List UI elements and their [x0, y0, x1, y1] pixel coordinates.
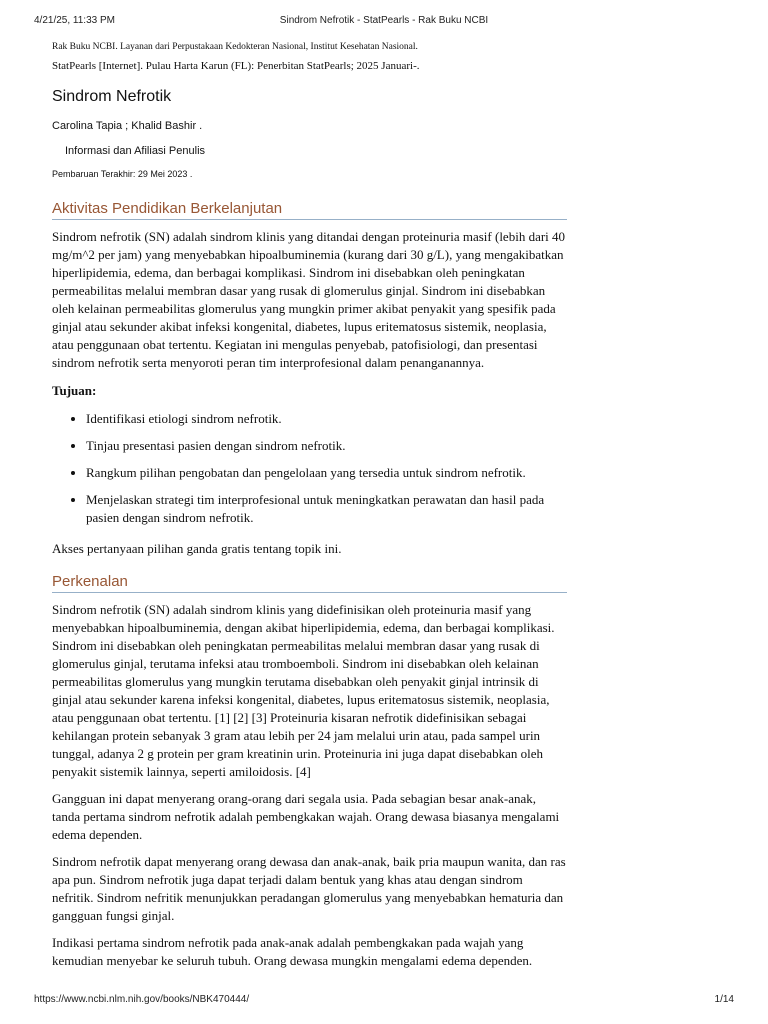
list-item: • Identifikasi etiologi sindrom nefrotik.: [86, 410, 567, 428]
list-item: • Rangkum pilihan pengobatan dan pengelolaan yang tersedia untuk sindrom nefrotik.: [86, 464, 567, 482]
goals-heading: Tujuan:: [52, 383, 97, 398]
author-info-link[interactable]: Informasi dan Afiliasi Penulis: [65, 145, 206, 157]
article: [52, 40, 567, 970]
print-footer: [34, 994, 734, 1010]
goals-list: [52, 410, 567, 527]
print-datetime: 4/21/25, 11:33 PM: [34, 15, 115, 26]
print-page-title: Sindrom Nefrotik - StatPearls - Rak Buku NCBI: [279, 15, 489, 26]
list-item: • Tinjau presentasi pasien dengan sindrom nefrotik.: [86, 437, 567, 455]
intro-paragraph: Sindrom nefrotik dapat menyerang orang dewasa dan anak-anak, baik pria maupun wanita, dan ras apa pun. Sindrom nefrotik juga dapat terjadi dalam bentuk yang khas atau dengan sindrom nefritik. Sindrom nefritik menunjukkan peradangan glomerulus yang menyebabkan hematuria dan gangguan fungsi ginjal.: [52, 854, 566, 923]
ncbi-bookshelf-line: Rak Buku NCBI. Layanan dari Perpustakaan Kedokteran Nasional, Institut Kesehatan Nasional.: [52, 42, 418, 52]
page-number: 1/14: [714, 994, 734, 1005]
citation: StatPearls [Internet]. Pulau Harta Karun (FL): Penerbitan StatPearls; 2025 Januari-.: [52, 60, 420, 72]
last-update: Pembaruan Terakhir: 29 Mei 2023 .: [52, 169, 193, 179]
access-questions-link[interactable]: Akses pertanyaan pilihan ganda gratis tentang topik ini.: [52, 541, 342, 556]
intro-paragraph: Gangguan ini dapat menyerang orang-orang dari segala usia. Pada sebagian besar anak-anak, tanda pertama sindrom nefrotik adalah pembengkakan wajah. Orang dewasa biasanya mengalami edema dependen.: [52, 791, 560, 842]
section-heading-introduction: Perkenalan: [52, 573, 567, 593]
print-url: https://www.ncbi.nlm.nih.gov/books/NBK470444/: [34, 994, 250, 1005]
authors[interactable]: Carolina Tapia ; Khalid Bashir .: [52, 120, 203, 132]
section-heading-continuing-education: Aktivitas Pendidikan Berkelanjutan: [52, 200, 567, 220]
page-title: Sindrom Nefrotik: [52, 88, 172, 105]
intro-paragraph: Indikasi pertama sindrom nefrotik pada anak-anak adalah pembengkakan pada wajah yang kemudian menyebar ke seluruh tubuh. Orang dewasa mungkin mengalami edema dependen.: [52, 935, 533, 968]
section1-paragraph: Sindrom nefrotik (SN) adalah sindrom klinis yang ditandai dengan proteinuria masif (lebih dari 40 mg/m^2 per jam) yang menyebabkan hipoalbuminemia (kurang dari 30 g/L), yang mengakibatkan hiperlipidemia, edema, dan berbagai komplikasi. Sindrom ini disebabkan oleh peningkatan permeabilitas melalui membran dasar yang rusak di glomerulus ginjal. Sindrom ini disebabkan oleh kelainan permeabilitas glomerulus yang mungkin primer akibat penyakit yang spesifik pada ginjal atau sekunder akibat infeksi kongenital, diabetes, lupus eritematosus sistemik, neoplasia, atau penggunaan obat tertentu. Kegiatan ini mengulas penyebab, patofisiologi, dan presentasi sindrom nefrotik serta menyoroti peran tim interprofesional dalam penanganannya.: [52, 229, 566, 370]
intro-paragraph: Sindrom nefrotik (SN) adalah sindrom klinis yang didefinisikan oleh proteinuria masif yang menyebabkan hipoalbuminemia, dengan akibat hiperlipidemia, edema, dan berbagai komplikasi. Sindrom ini disebabkan oleh peningkatan permeabilitas melalui membran dasar yang rusak di glomerulus ginjal, terutama infeksi atau tromboemboli. Sindrom ini disebabkan oleh kelainan permeabilitas glomerulus yang mungkin terutama disebabkan oleh penyakit ginjal intrinsik di ginjal atau sekunder karena infeksi kongenital, diabetes, lupus eritematosus sistemik, neoplasia, atau penggunaan obat tertentu. [1] [2] [3] Proteinuria kisaran nefrotik didefinisikan sebagai kehilangan protein sebanyak 3 gram atau lebih per 24 jam melalui urin atau, pada sampel urin tunggal, adanya 2 g protein per gram kreatinin urin. Proteinuria ini juga dapat disebabkan oleh penyakit sistemik lainnya, seperti amiloidosis. [4]: [52, 602, 555, 779]
print-header: [34, 15, 734, 31]
list-item: • Menjelaskan strategi tim interprofesional untuk meningkatkan perawatan dan hasil pada pasien dengan sindrom nefrotik.: [86, 491, 567, 527]
